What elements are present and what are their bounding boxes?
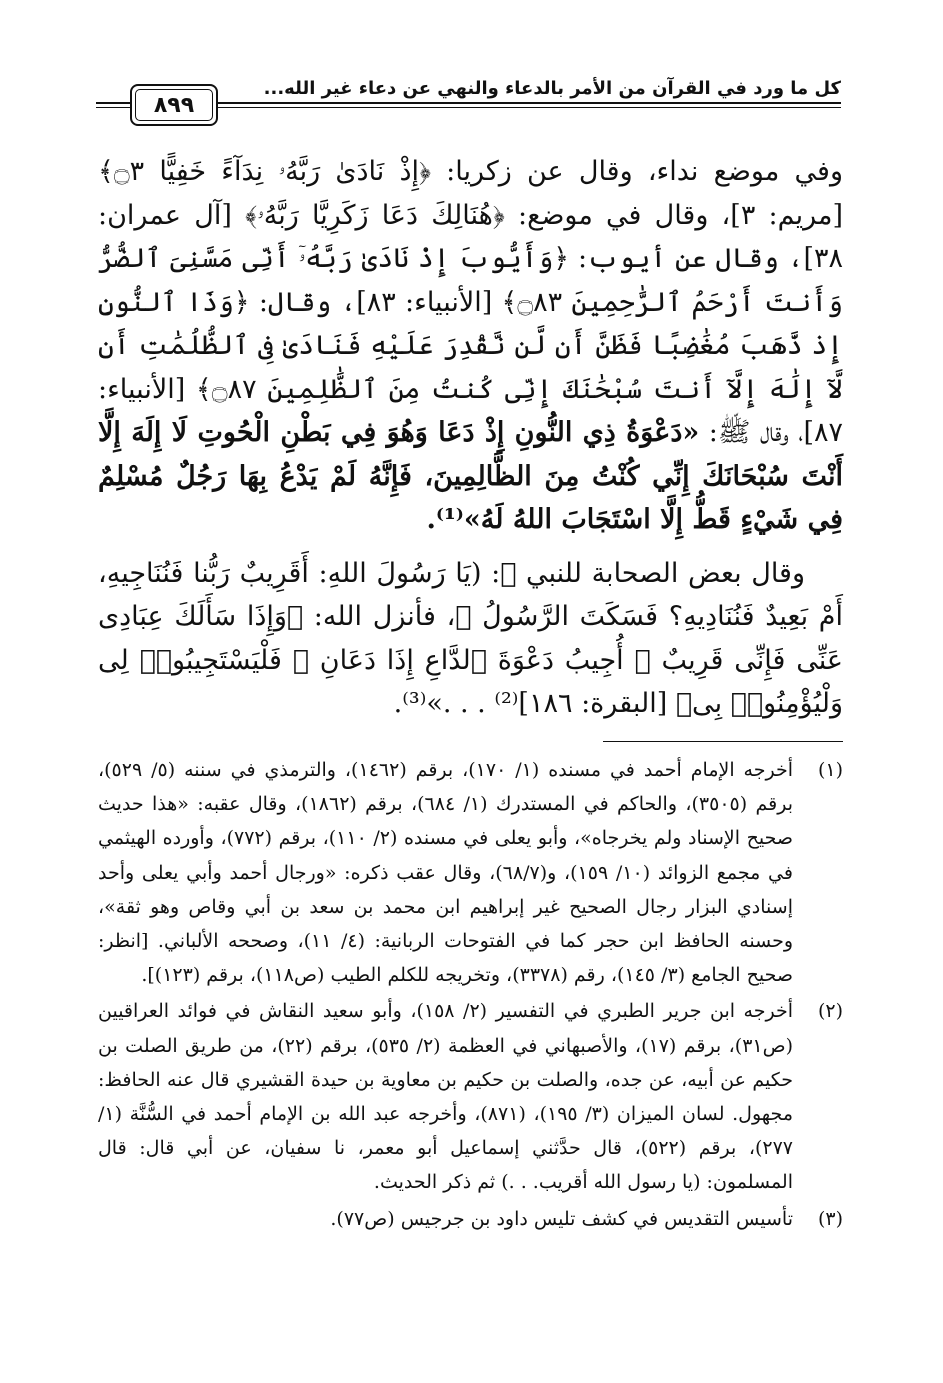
footnote-number: (١) [817, 759, 843, 781]
main-text [98, 150, 843, 726]
footnote [98, 753, 843, 992]
paragraph-text: وفي موضع نداء، وقال عن زكريا: ﴿إِذْ نَادَىٰ رَبَّهُۥ نِدَآءً خَفِيًّا ۝٣﴾ [مريم: ٣]، وقال في موضع: ﴿هُنَالِكَ دَعَا زَكَرِيَّا رَبَّهُۥ﴾ [آل عمران: ٣٨]، وقال عن أيوب: ﴿وَأَيُّوبَ إِذْ نَادَىٰ رَبَّهُۥٓ أَنِّى مَسَّنِىَ ٱلضُّرُّ وَأَنتَ أَرْحَمُ ٱلرَّٰحِمِينَ ۝٨٣﴾ [الأنبياء: ٨٣]، وقال: ﴿وَذَا ٱلنُّونِ إِذ ذَّهَبَ مُغَٰضِبًا فَظَنَّ أَن لَّن نَّقْدِرَ عَلَيْهِ فَنَادَىٰ فِى ٱلظُّلُمَٰتِ أَن لَّآ إِلَٰهَ إِلَّآ أَنتَ سُبْحَٰنَكَ إِنِّى كُنتُ مِنَ ٱلظَّٰلِمِينَ ۝٨٧﴾ [الأنبياء: ٨٧]، وقال ﷺ: [98, 156, 844, 448]
footnotes [98, 753, 843, 1238]
footnote [98, 994, 843, 1199]
footnote-number: (٢) [817, 1000, 843, 1023]
hadith-quote: «دَعْوَةُ ذِي النُّونِ إِذْ دَعَا وَهُوَ فِي بَطْنِ الْحُوتِ لَا إِلَهَ إِلَّا أَنْتَ سُبْحَانَكَ إِنِّي كُنْتُ مِنَ الظَّالِمِينَ، فَإِنَّهُ لَمْ يَدْعُ بِهَا رَجُلٌ مُسْلِمٌ فِي شَيْءٍ قَطُّ إِلَّا اسْتَجَابَ اللهُ لَهُ»⁽¹⁾. [98, 417, 843, 535]
page-number-frame [130, 84, 218, 126]
footnote-text: تأسيس التقديس في كشف تليس داود بن جرجيس (ص٧٧). [330, 1207, 793, 1230]
footnote-separator [603, 741, 843, 742]
page-number: ٨٩٩ [153, 92, 195, 118]
header-title: كل ما ورد في القرآن من الأمر بالدعاء والنهي عن دعاء غير الله... [263, 78, 841, 99]
footnote-number: (٣) [817, 1207, 843, 1230]
footnote-text: أخرجه ابن جرير الطبري في التفسير (٢/ ١٥٨)، وأبو سعيد النقاش في فوائد العراقيين (ص٣١)، برقم (١٧)، والأصبهاني في العظمة (٢/ ٥٣٥)، برقم (٢٢)، من طريق الصلت بن حكيم عن أبيه، عن جده، والصلت بن حكيم بن معاوية بن حيدة القشيري قال عنه الحافظ: مجهول. لسان الميزان (٣/ ١٩٥)، (٨٧١)، وأخرجه عبد الله بن الإمام أحمد في السُّنَّة (١/ ٢٧٧)، برقم (٥٢٢)، قال حدَّثني إسماعيل أبو معمر، نا سفيان، عن أبي قال: قال المسلمون: (يا رسول الله أقريب. . .) ثم ذكر الحديث. [98, 1000, 794, 1194]
paragraph [98, 150, 843, 542]
footnote-text: أخرجه الإمام أحمد في مسنده (١/ ١٧٠)، برقم (١٤٦٢)، والترمذي في سننه (٥/ ٥٢٩)، برقم (٣٥٠٥)، والحاكم في المستدرك (١/ ٦٨٤)، برقم (١٨٦٢)، وقال عقبه: «هذا حديث صحيح الإسناد ولم يخرجاه»، وأبو يعلى في مسنده (٢/ ١١٠)، برقم (٧٧٢)، وأورده الهيثمي في مجمع الزوائد (١٠/ ١٥٩)، و(٦٨/٧)، وقال عقب ذكره: «ورجال أحمد وأبي يعلى وأحد إسنادي البزار رجال الصحيح غير إبراهيم ابن محمد بن سعد بن أبي وقاص وهو ثقة»، وحسنه الحافظ ابن حجر كما في الفتوحات الربانية: (٤/ ١١)، وصححه الألباني. [انظر: صحيح الجامع (٣/ ١٤٥)، رقم (٣٣٧٨)، وتخريجه للكلم الطيب (ص١١٨)، برقم (١٢٣)]. [98, 759, 793, 987]
footnote [98, 1202, 843, 1236]
paragraph: وقال بعض الصحابة للنبي ﷺ: (يَا رَسُولَ اللهِ: أَقَرِيبٌ رَبُّنا فَنُنَاجِيهِ، أَمْ بَعِيدٌ فَنُنَادِيهِ؟ فَسَكَتَ الرَّسُولُ ﷺ، فأنزل الله: ﴿وَإِذَا سَأَلَكَ عِبَادِى عَنِّى فَإِنِّى قَرِيبٌ ۖ أُجِيبُ دَعْوَةَ ٱلدَّاعِ إِذَا دَعَانِ ۖ فَلْيَسْتَجِيبُوا۟ لِى وَلْيُؤْمِنُوا۟ بِى﴾ [البقرة: ١٨٦]⁽²⁾ . . .»⁽³⁾. [98, 557, 843, 719]
running-header [96, 70, 841, 130]
